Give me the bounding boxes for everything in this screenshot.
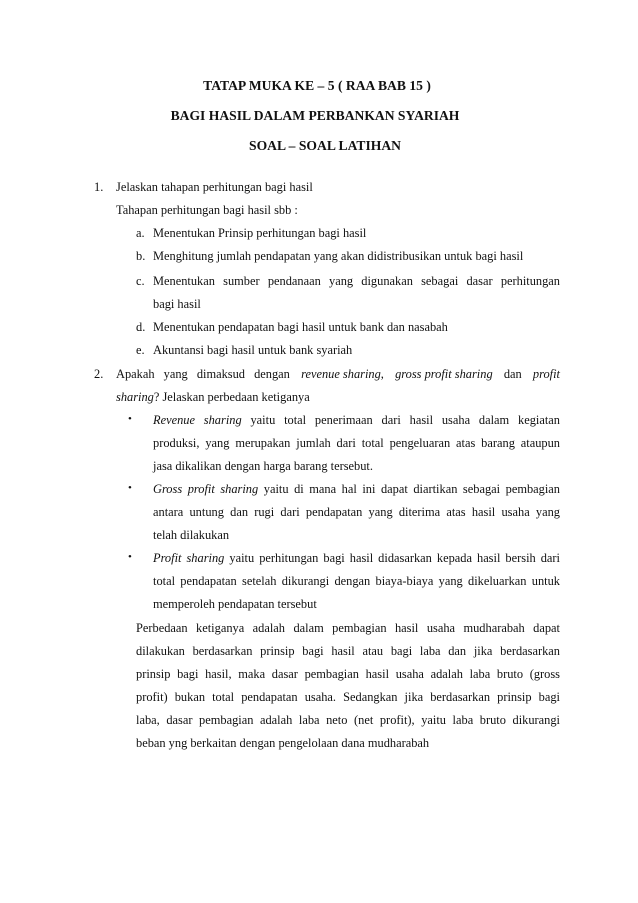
- q2-question-rest: ? Jelaskan perbedaan ketiganya: [153, 390, 310, 404]
- bullet-line: [153, 551, 560, 566]
- paragraph-line: beban yng berkaitan dengan pengelolaan dana mudharabah: [136, 736, 430, 750]
- bullet-line: telah dilakukan: [153, 528, 230, 542]
- bullet-term: Revenue sharing: [153, 413, 242, 427]
- bullet-line: produksi, yang merupakan jumlah dari total pengeluaran atas barang ataupun: [153, 436, 560, 450]
- header-title-line3: SOAL – SOAL LATIHAN: [249, 138, 401, 153]
- q2-question-intro: [116, 367, 290, 382]
- q2-and: dan: [503, 367, 522, 381]
- bullet-line: [153, 482, 560, 497]
- paragraph-line: profit) bukan total pendapatan usaha. Sedangkan jika berdasarkan prinsip bagi: [136, 690, 560, 704]
- paragraph-line: dilakukan berdasarkan prinsip bagi hasil atau bagi laba dan jika berdasarkan: [136, 644, 560, 658]
- q2-term-revenue-text: revenue sharing: [301, 367, 381, 381]
- q1-item-text-cont: bagi hasil: [153, 297, 201, 311]
- q1-question: Jelaskan tahapan perhitungan bagi hasil: [116, 180, 313, 194]
- q1-item-text: Menghitung jumlah pendapatan yang akan didistribusikan untuk bagi hasil: [153, 249, 524, 263]
- header-title-line1: TATAP MUKA KE – 5 ( RAA BAB 15 ): [203, 78, 431, 93]
- q1-item-letter: c.: [136, 274, 145, 288]
- q1-item-text: Akuntansi bagi hasil untuk bank syariah: [153, 343, 353, 357]
- q1-item-letter: e.: [136, 343, 145, 357]
- bullet-line: total pendapatan setelah dikurangi dengan biaya-biaya yang dikeluarkan untuk: [153, 574, 560, 588]
- q2-question-line1: [116, 367, 560, 382]
- q1-item-text: Menentukan pendapatan bagi hasil untuk bank dan nasabah: [153, 320, 448, 334]
- q2-question-line2: [116, 390, 310, 405]
- bullet-icon: •: [128, 413, 132, 425]
- bullet-line: jasa dikalikan dengan harga barang tersebut.: [153, 459, 373, 473]
- q1-item-text: Menentukan sumber pendanaan yang digunakan sebagai dasar perhitungan: [153, 274, 560, 288]
- bullet-text: yaitu di mana hal ini dapat diartikan sebagai pembagian: [263, 482, 560, 496]
- q1-item-text: Menentukan Prinsip perhitungan bagi hasil: [153, 226, 367, 240]
- paragraph-line: prinsip bagi hasil, maka dasar pembagian hasil usaha adalah laba bruto (gross: [136, 667, 560, 681]
- q2-term-profit: profit: [532, 367, 560, 381]
- q2-question-text: Apakah yang dimaksud dengan: [116, 367, 290, 381]
- header-title-line2: BAGI HASIL DALAM PERBANKAN SYARIAH: [170, 108, 460, 123]
- bullet-line: antara untung dan rugi dari pendapatan yang diterima atas hasil usaha yang: [153, 505, 560, 519]
- q1-item-letter: b.: [136, 249, 146, 263]
- bullet-line: [153, 413, 560, 428]
- bullet-line: memperoleh pendapatan tersebut: [153, 597, 317, 611]
- q1-item-letter: a.: [136, 226, 145, 240]
- bullet-icon: •: [128, 551, 132, 563]
- q2-term-sharing: sharing: [116, 390, 154, 404]
- bullet-text: yaitu total penerimaan dari hasil usaha dalam kegiatan: [250, 413, 560, 427]
- paragraph-line: laba, dasar pembagian adalah laba neto (net profit), yaitu laba bruto dikurangi: [136, 713, 560, 727]
- bullet-icon: •: [128, 482, 132, 494]
- q2-term-gross: gross profit sharing: [395, 367, 493, 381]
- q2-term-revenue: [301, 367, 384, 382]
- bullet-term: Profit sharing: [153, 551, 225, 565]
- q1-item-letter: d.: [136, 320, 146, 334]
- paragraph-line: Perbedaan ketiganya adalah dalam pembagian hasil usaha mudharabah dapat: [136, 621, 560, 635]
- q2-term-sep: ,: [380, 367, 384, 381]
- q1-intro: Tahapan perhitungan bagi hasil sbb :: [116, 203, 298, 217]
- q2-number: 2.: [94, 367, 104, 381]
- bullet-term: Gross profit sharing: [153, 482, 259, 496]
- bullet-text: yaitu perhitungan bagi hasil didasarkan kepada hasil bersih dari: [229, 551, 560, 565]
- q1-number: 1.: [94, 180, 104, 194]
